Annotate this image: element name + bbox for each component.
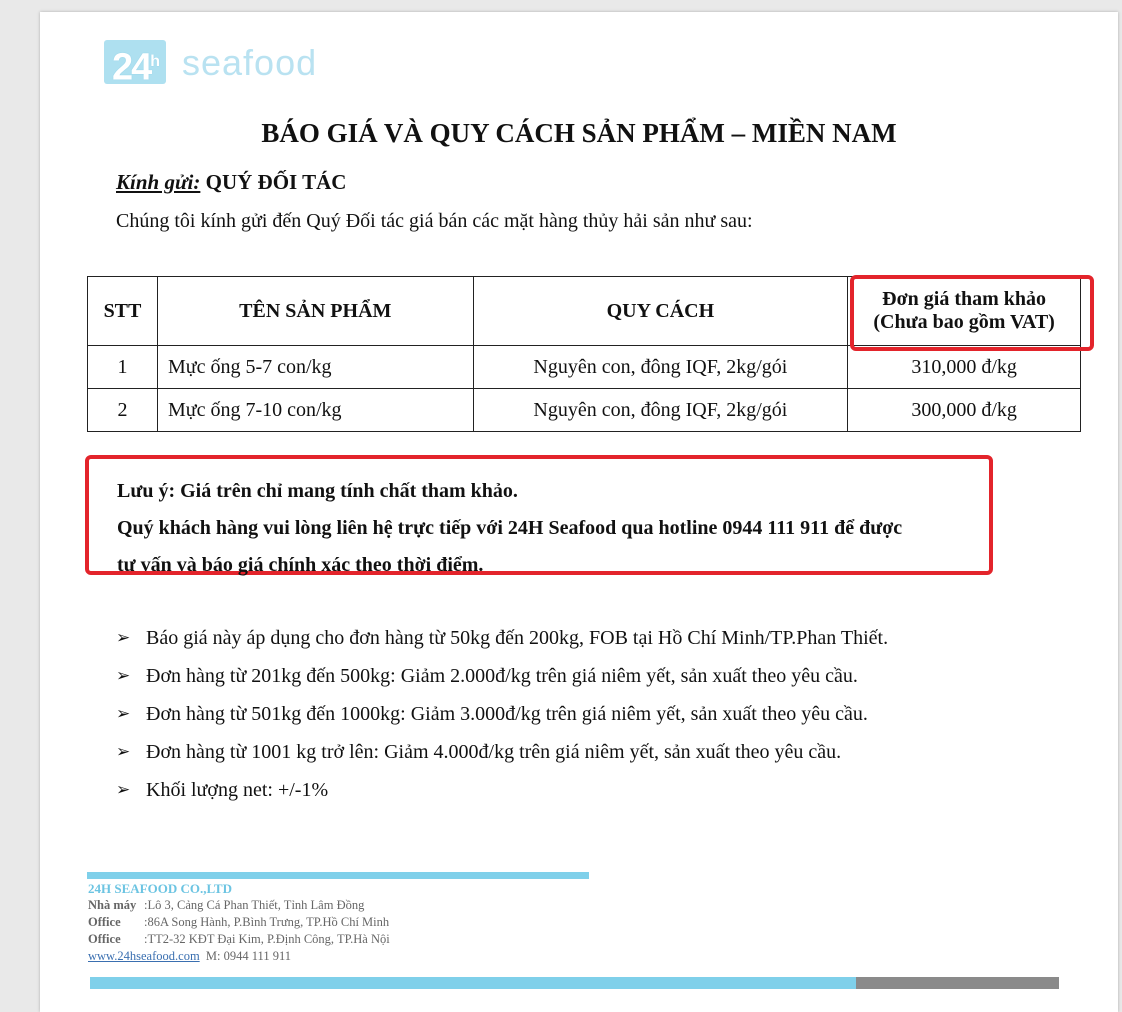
table-row [88, 346, 1081, 389]
row-stt: 1 [88, 346, 158, 389]
footer-office-label: Office [88, 915, 121, 929]
arrow-bullet-icon: ➢ [116, 742, 131, 762]
footer-office-label: Office [88, 932, 121, 946]
footer-website-link[interactable]: www.24hseafood.com [88, 949, 200, 963]
footer-factory-label: Nhà máy [88, 898, 137, 912]
greeting-value: QUÝ ĐỐI TÁC [205, 170, 347, 194]
bottom-bar-gray [856, 977, 1059, 989]
row-spec: Nguyên con, đông IQF, 2kg/gói [473, 346, 848, 389]
row-price: 310,000 đ/kg [848, 346, 1081, 389]
note-box [85, 455, 993, 575]
row-price: 300,000 đ/kg [848, 389, 1081, 432]
footer-factory-address: :Lô 3, Cảng Cá Phan Thiết, Tỉnh Lâm Đồng [144, 898, 365, 912]
footer-phone: M: 0944 111 911 [205, 949, 291, 963]
term-text: Đơn hàng từ 201kg đến 500kg: Giảm 2.000đ/kg trên giá niêm yết, sản xuất theo yêu cầu. [146, 665, 858, 687]
greeting-label: Kính gửi: [116, 170, 201, 194]
footer [88, 880, 390, 965]
price-header-highlight [850, 275, 1094, 351]
arrow-bullet-icon: ➢ [116, 666, 131, 686]
footer-office-2 [88, 931, 390, 948]
term-text: Đơn hàng từ 501kg đến 1000kg: Giảm 3.000đ/kg trên giá niêm yết, sản xuất theo yêu cầu. [146, 703, 868, 725]
arrow-bullet-icon: ➢ [116, 704, 131, 724]
arrow-bullet-icon: ➢ [116, 780, 131, 800]
list-item [116, 662, 888, 700]
footer-company: 24H SEAFOOD CO.,LTD [88, 881, 232, 896]
row-name: Mực ống 7-10 con/kg [157, 389, 473, 432]
document-page [40, 12, 1118, 1012]
page-title: BÁO GIÁ VÀ QUY CÁCH SẢN PHẨM – MIỀN NAM [261, 118, 897, 148]
arrow-bullet-icon: ➢ [116, 628, 131, 648]
header-spec: QUY CÁCH [473, 277, 848, 346]
company-logo [104, 34, 344, 90]
header-stt: STT [88, 277, 158, 346]
table-row [88, 389, 1081, 432]
footer-office-address: :86A Song Hành, P.Bình Trưng, TP.Hồ Chí Minh [144, 915, 390, 929]
note-line-3: tư vấn và báo giá chính xác theo thời điểm. [117, 554, 484, 576]
logo-word: seafood [182, 42, 318, 83]
header-price-line2: (Chưa bao gồm VAT) [873, 311, 1055, 333]
row-name: Mực ống 5-7 con/kg [157, 346, 473, 389]
list-item [116, 700, 888, 738]
intro-text: Chúng tôi kính gửi đến Quý Đối tác giá bán các mặt hàng thủy hải sản như sau: [116, 210, 753, 232]
footer-factory [88, 897, 390, 914]
bottom-bar-blue [90, 977, 856, 989]
footer-contact [88, 948, 390, 965]
header-price-line1: Đơn giá tham khảo [882, 288, 1047, 310]
row-spec: Nguyên con, đông IQF, 2kg/gói [473, 389, 848, 432]
term-text: Khối lượng net: +/-1% [146, 779, 329, 801]
term-text: Báo giá này áp dụng cho đơn hàng từ 50kg đến 200kg, FOB tại Hồ Chí Minh/TP.Phan Thiết. [146, 627, 889, 649]
header-name: TÊN SẢN PHẨM [157, 277, 473, 346]
list-item [116, 624, 888, 662]
logo-number: 24$^h$ [104, 40, 166, 84]
note-line-2: Quý khách hàng vui lòng liên hệ trực tiếp với 24H Seafood qua hotline 0944 111 911 để được [117, 517, 903, 539]
footer-office-1 [88, 914, 390, 931]
footer-divider [87, 872, 589, 879]
row-stt: 2 [88, 389, 158, 432]
note-line-1: Lưu ý: Giá trên chỉ mang tính chất tham khảo. [117, 480, 518, 502]
terms-list [116, 624, 888, 814]
term-text: Đơn hàng từ 1001 kg trở lên: Giảm 4.000đ/kg trên giá niêm yết, sản xuất theo yêu cầu. [146, 741, 842, 763]
greeting [116, 170, 346, 195]
list-item [116, 776, 888, 814]
footer-office-address: :TT2-32 KĐT Đại Kim, P.Định Công, TP.Hà Nội [144, 932, 390, 946]
list-item [116, 738, 888, 776]
